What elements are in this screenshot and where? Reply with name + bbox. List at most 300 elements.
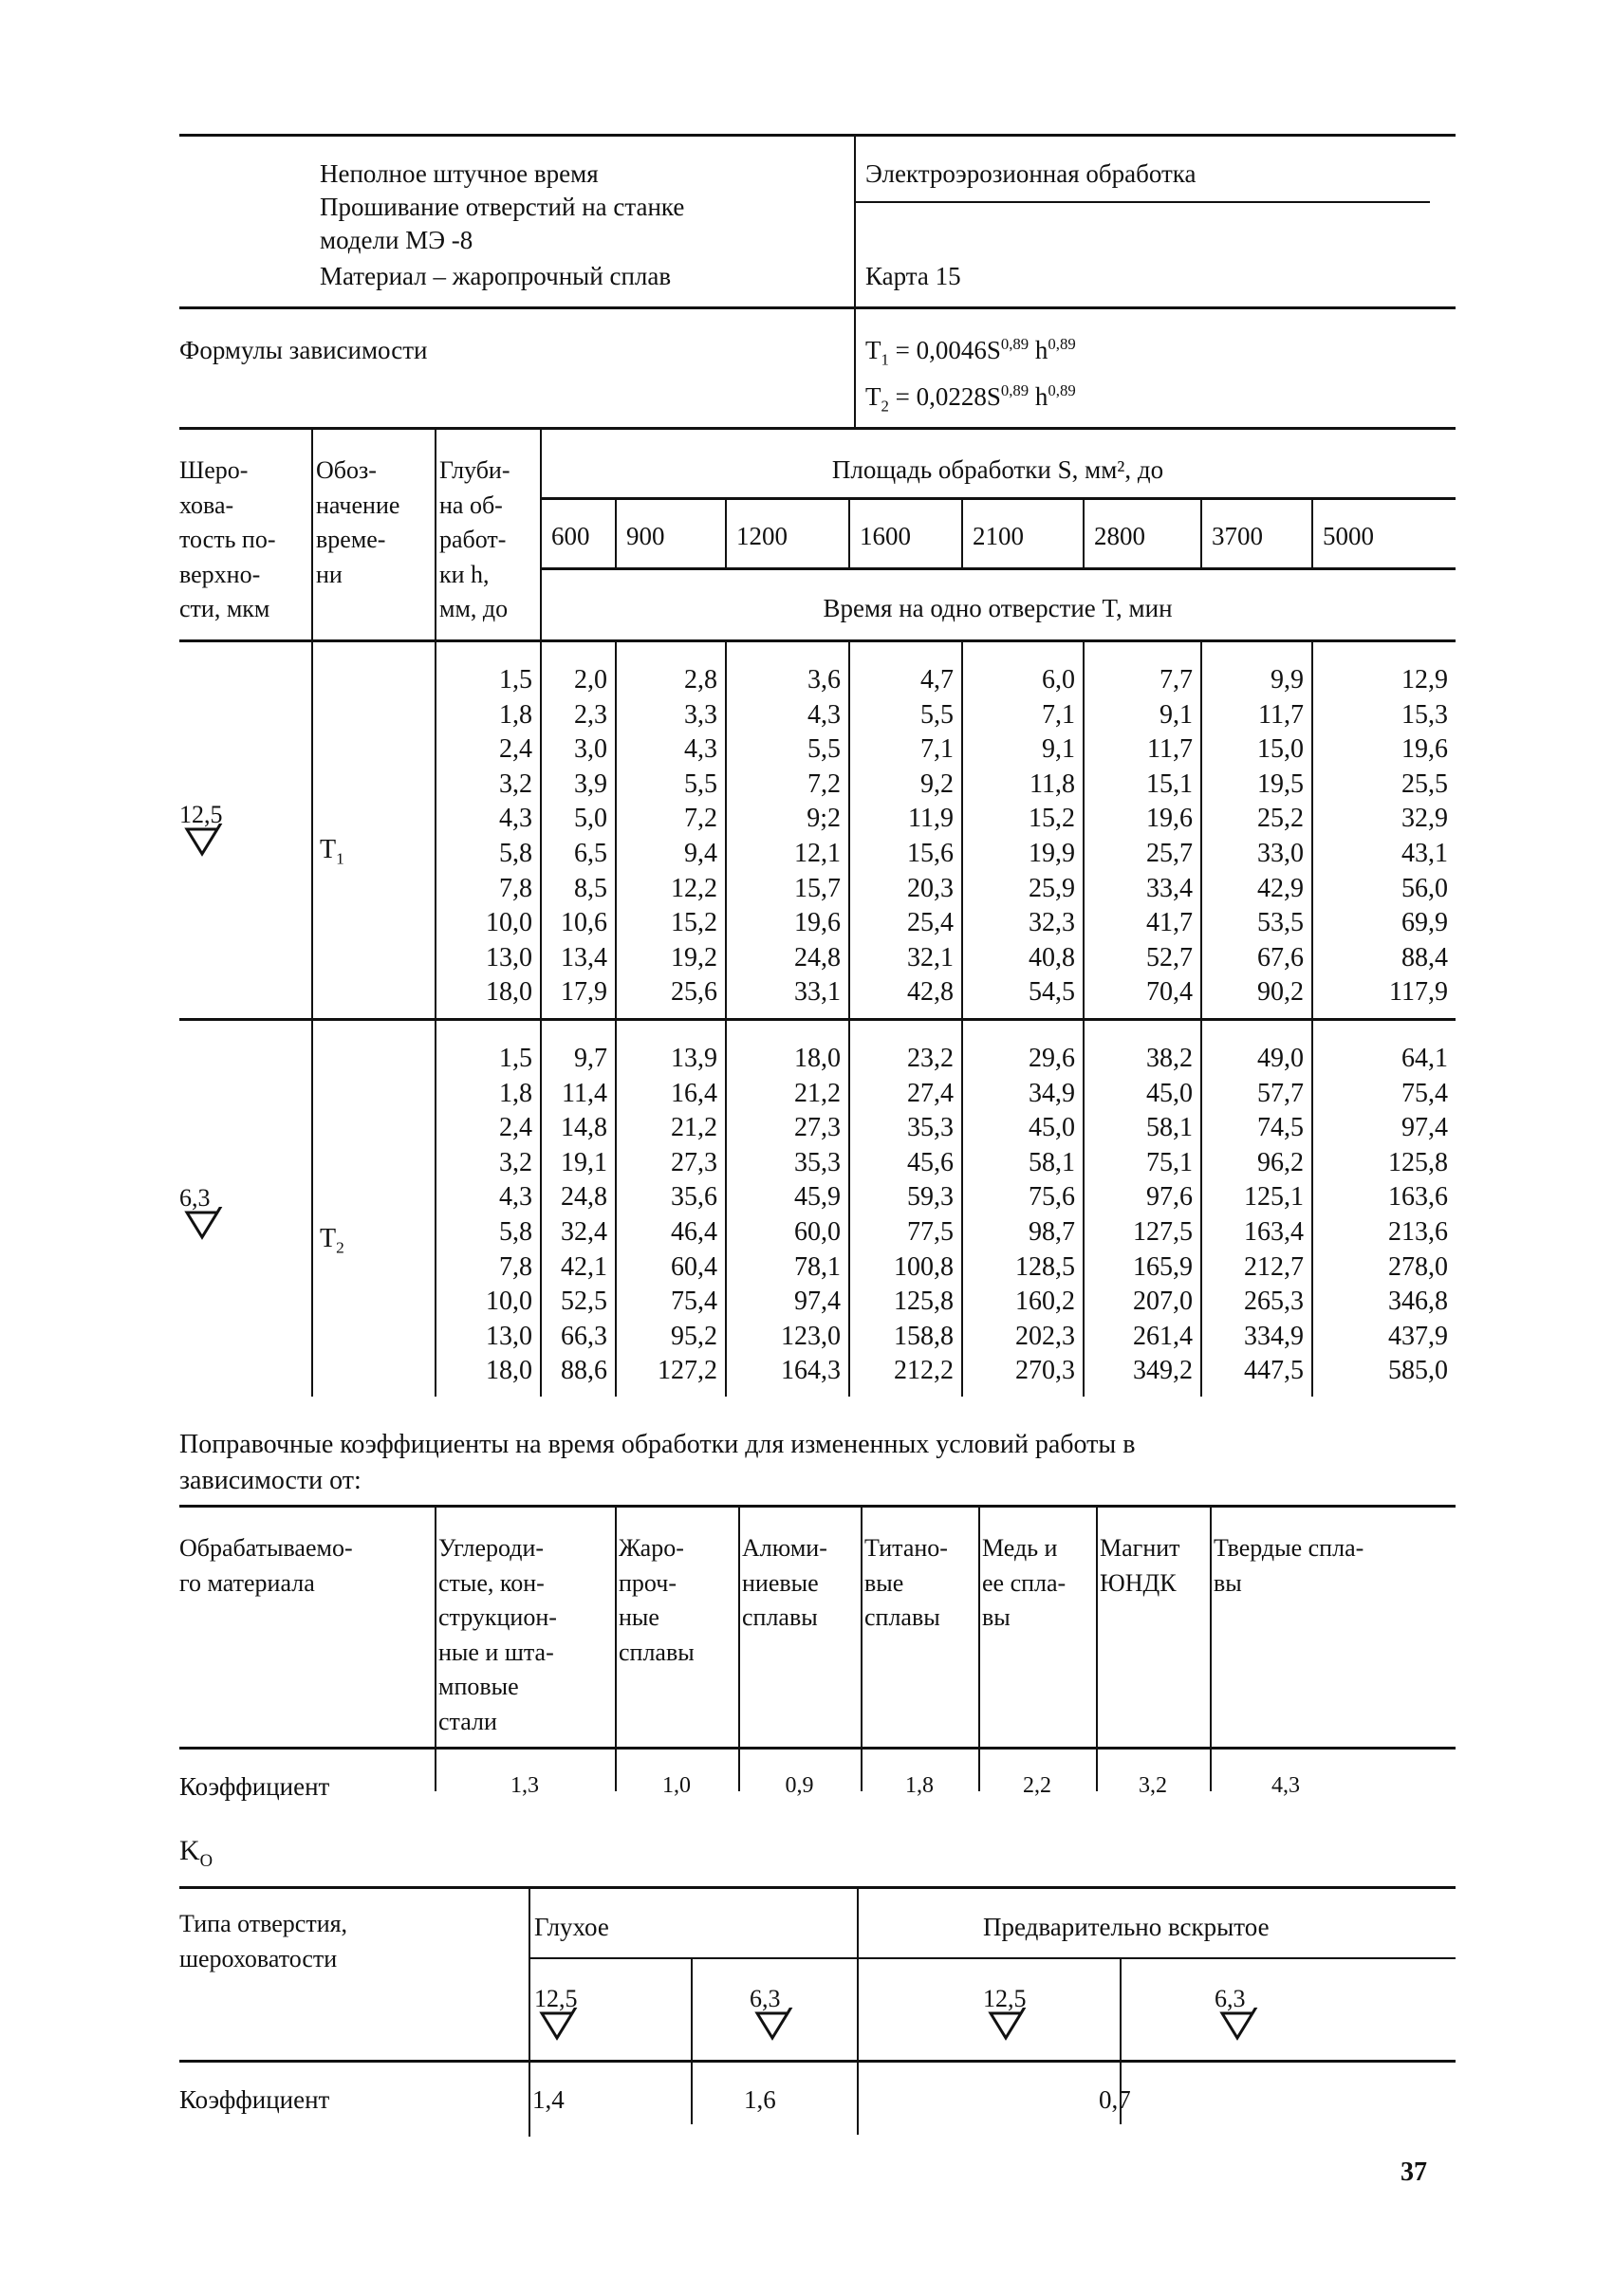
roughness-triangle-icon bbox=[179, 1207, 236, 1245]
time-cell: 3,0 bbox=[574, 734, 607, 765]
column-divider bbox=[854, 135, 856, 429]
time-cell: 11,9 bbox=[908, 804, 954, 834]
time-cell: 11,7 bbox=[1147, 734, 1193, 765]
time-cell: 25,2 bbox=[1257, 804, 1304, 834]
coefficient-symbol bbox=[179, 1835, 213, 1871]
time-cell: 278,0 bbox=[1388, 1251, 1448, 1282]
time-cell: 52,7 bbox=[1146, 942, 1193, 972]
formulas-label: Формулы зависимости bbox=[179, 336, 428, 364]
time-cell: 6,0 bbox=[1042, 665, 1075, 694]
time-cell: 56,0 bbox=[1401, 873, 1448, 903]
time-cell: 346,8 bbox=[1388, 1287, 1448, 1317]
time-cell: 75,1 bbox=[1146, 1147, 1193, 1177]
time-cell: 11,8 bbox=[1030, 768, 1075, 799]
coefficient-value: 1,4 bbox=[532, 2085, 565, 2114]
time-cell: 160,2 bbox=[1015, 1287, 1075, 1317]
area-size: 2100 bbox=[973, 522, 1024, 550]
time-cell: 437,9 bbox=[1388, 1321, 1448, 1351]
time-cell: 212,2 bbox=[894, 1356, 954, 1386]
coefficient-value: 1,6 bbox=[744, 2085, 776, 2114]
rule bbox=[179, 1747, 1456, 1750]
time-cell: 27,3 bbox=[794, 1113, 841, 1143]
time-cell: 3,9 bbox=[574, 768, 607, 799]
coefficient-value: 1,8 bbox=[905, 1773, 934, 1798]
depth-cell: 4,3 bbox=[499, 1182, 532, 1213]
time-cell: 23,2 bbox=[907, 1044, 954, 1073]
time-cell: 29,6 bbox=[1029, 1044, 1075, 1073]
rule bbox=[179, 1018, 1456, 1021]
designation-sub: 2 bbox=[336, 1238, 344, 1257]
time-cell: 4,7 bbox=[920, 665, 954, 694]
time-cell: 35,3 bbox=[907, 1113, 954, 1143]
time-cell: 15,3 bbox=[1401, 699, 1448, 730]
header-text: Твердые спла- bbox=[1214, 1534, 1364, 1562]
column-divider bbox=[857, 1888, 859, 2135]
header-text: работ- bbox=[439, 526, 507, 553]
area-size: 600 bbox=[551, 522, 590, 550]
header-text: ни bbox=[316, 560, 343, 588]
time-cell: 57,7 bbox=[1257, 1078, 1304, 1108]
rule bbox=[179, 306, 1456, 309]
time-cell: 15,7 bbox=[794, 873, 841, 903]
header-text: сплавы bbox=[742, 1603, 818, 1631]
depth-cell: 3,2 bbox=[499, 1147, 532, 1177]
designation-var: T bbox=[320, 1224, 337, 1253]
formula-var: T bbox=[865, 336, 881, 364]
time-cell: 447,5 bbox=[1244, 1356, 1304, 1386]
column-divider bbox=[848, 499, 850, 569]
correction-intro: Поправочные коэффициенты на время обработки для измененных условий работы в bbox=[179, 1430, 1136, 1459]
time-cell: 13,9 bbox=[671, 1044, 717, 1073]
time-cell: 45,0 bbox=[1146, 1078, 1193, 1108]
depth-cell: 1,8 bbox=[499, 1078, 532, 1108]
depth-cell: 1,8 bbox=[499, 699, 532, 730]
time-cell: 97,4 bbox=[1401, 1113, 1448, 1143]
header-text: ки h, bbox=[439, 560, 490, 588]
time-cell: 100,8 bbox=[894, 1251, 954, 1282]
coefficient-label: Коэффициент bbox=[179, 2085, 330, 2114]
time-cell: 66,3 bbox=[561, 1321, 607, 1351]
time-cell: 3,6 bbox=[807, 665, 841, 694]
formula-h: h bbox=[1029, 336, 1048, 364]
material-column-header bbox=[742, 1531, 827, 1636]
roughness-triangle-icon bbox=[750, 2008, 807, 2046]
header-line: Прошивание отверстий на станке bbox=[320, 193, 685, 221]
header-text: ЮНДК bbox=[1100, 1568, 1177, 1597]
time-cell: 11,4 bbox=[562, 1078, 607, 1108]
header-text: вы bbox=[1214, 1568, 1242, 1597]
time-cell: 59,3 bbox=[907, 1182, 954, 1213]
time-cell: 32,1 bbox=[907, 942, 954, 972]
time-cell: 40,8 bbox=[1029, 942, 1075, 972]
material-column-header bbox=[864, 1531, 948, 1636]
header-text: проч- bbox=[619, 1568, 677, 1597]
depth-cell: 3,2 bbox=[499, 768, 532, 799]
time-cell: 32,4 bbox=[561, 1217, 607, 1247]
time-cell: 19,6 bbox=[794, 908, 841, 938]
material-column-header bbox=[619, 1531, 695, 1670]
time-cell: 9;2 bbox=[807, 804, 841, 834]
time-cell: 67,6 bbox=[1257, 942, 1304, 972]
time-cell: 97,6 bbox=[1146, 1182, 1193, 1213]
header-text: хова- bbox=[179, 491, 234, 519]
time-cell: 163,4 bbox=[1244, 1217, 1304, 1247]
time-cell: 270,3 bbox=[1015, 1356, 1075, 1386]
roughness-value: 12,5 bbox=[179, 801, 223, 828]
time-cell: 96,2 bbox=[1257, 1147, 1304, 1177]
column-divider bbox=[1311, 499, 1313, 569]
depth-cell: 10,0 bbox=[486, 908, 532, 938]
header-text: ные и шта- bbox=[438, 1638, 554, 1666]
time-cell: 46,4 bbox=[671, 1217, 717, 1247]
area-size: 1600 bbox=[860, 522, 911, 550]
time-cell: 19,6 bbox=[1401, 734, 1448, 765]
time-cell: 77,5 bbox=[907, 1217, 954, 1247]
header-text: Медь и bbox=[982, 1534, 1058, 1562]
page-number: 37 bbox=[1401, 2157, 1427, 2187]
time-cell: 585,0 bbox=[1388, 1356, 1448, 1386]
header-text: Шеро- bbox=[179, 456, 249, 484]
header-text: начение bbox=[316, 491, 400, 519]
roughness-value: 12,5 bbox=[534, 1985, 578, 2012]
time-cell: 163,6 bbox=[1388, 1182, 1448, 1213]
formula-var: T bbox=[865, 382, 881, 411]
time-cell: 128,5 bbox=[1015, 1251, 1075, 1282]
column-divider bbox=[615, 499, 617, 569]
time-cell: 5,5 bbox=[684, 768, 717, 799]
time-cell: 32,9 bbox=[1401, 804, 1448, 834]
header-text: Углероди- bbox=[438, 1534, 545, 1562]
header-text: Алюми- bbox=[742, 1534, 827, 1562]
roughness-value: 6,3 bbox=[1215, 1985, 1246, 2012]
material-column-header bbox=[1100, 1531, 1180, 1601]
coef-var: K bbox=[179, 1835, 200, 1866]
time-cell: 21,2 bbox=[671, 1113, 717, 1143]
column-divider bbox=[961, 499, 963, 569]
formula-body: = 0,0046S bbox=[888, 336, 1001, 364]
coefficient-value: 2,2 bbox=[1023, 1773, 1051, 1798]
blind-hole-header: Глухое bbox=[534, 1913, 609, 1941]
rule bbox=[179, 134, 1456, 137]
depth-cell: 5,8 bbox=[499, 1217, 532, 1247]
formula-h: h bbox=[1029, 382, 1048, 411]
time-cell: 42,8 bbox=[907, 977, 954, 1008]
time-cell: 15,1 bbox=[1146, 768, 1193, 799]
depth-cell: 13,0 bbox=[486, 942, 532, 972]
rule bbox=[854, 201, 1430, 203]
coefficient-value: 1,3 bbox=[510, 1773, 539, 1798]
time-cell: 2,0 bbox=[574, 665, 607, 694]
header-text: верхно- bbox=[179, 560, 261, 588]
time-cell: 207,0 bbox=[1133, 1287, 1193, 1317]
time-cell: 15,2 bbox=[1029, 804, 1075, 834]
depth-header bbox=[439, 454, 510, 627]
time-cell: 35,3 bbox=[794, 1147, 841, 1177]
depth-cell: 7,8 bbox=[499, 873, 532, 903]
time-cell: 213,6 bbox=[1388, 1217, 1448, 1247]
coefficient-label: Коэффициент bbox=[179, 1772, 330, 1801]
time-cell: 7,1 bbox=[1042, 699, 1075, 730]
header-text: сплавы bbox=[619, 1638, 695, 1666]
header-text: Типа отверстия, bbox=[179, 1910, 348, 1937]
time-cell: 42,9 bbox=[1257, 873, 1304, 903]
time-cell: 98,7 bbox=[1029, 1217, 1075, 1247]
column-divider bbox=[725, 499, 727, 569]
time-cell: 42,1 bbox=[561, 1251, 607, 1282]
header-text: на об- bbox=[439, 491, 503, 519]
time-cell: 12,1 bbox=[794, 839, 841, 868]
time-cell: 25,6 bbox=[671, 977, 717, 1008]
time-cell: 265,3 bbox=[1244, 1287, 1304, 1317]
time-cell: 4,3 bbox=[807, 699, 841, 730]
time-cell: 25,7 bbox=[1146, 839, 1193, 868]
time-cell: 45,9 bbox=[794, 1182, 841, 1213]
formula-body: = 0,0228S bbox=[888, 382, 1001, 411]
header-text: Титано- bbox=[864, 1534, 948, 1562]
time-cell: 15,6 bbox=[907, 839, 954, 868]
correction-intro: зависимости от: bbox=[179, 1466, 362, 1495]
time-cell: 78,1 bbox=[794, 1251, 841, 1282]
header-text: време- bbox=[316, 526, 386, 553]
time-cell: 9,1 bbox=[1042, 734, 1075, 765]
header-text: стали bbox=[438, 1707, 497, 1735]
coefficient-value: 0,9 bbox=[785, 1773, 814, 1798]
roughness-triangle-icon bbox=[179, 824, 236, 861]
designation-t1 bbox=[320, 835, 344, 868]
depth-cell: 18,0 bbox=[486, 977, 532, 1008]
rule bbox=[179, 427, 1456, 430]
area-size: 2800 bbox=[1094, 522, 1145, 550]
time-cell: 69,9 bbox=[1401, 908, 1448, 938]
material-column-header bbox=[1214, 1531, 1364, 1601]
hole-type-header bbox=[179, 1907, 347, 1976]
time-cell: 15,0 bbox=[1257, 734, 1304, 765]
time-cell: 74,5 bbox=[1257, 1113, 1304, 1143]
coef-sub: O bbox=[199, 1851, 213, 1871]
card-number: Карта 15 bbox=[865, 262, 961, 290]
time-cell: 19,2 bbox=[671, 942, 717, 972]
area-size: 3700 bbox=[1212, 522, 1263, 550]
column-divider bbox=[529, 1888, 530, 2137]
time-cell: 88,6 bbox=[561, 1356, 607, 1386]
time-cell: 70,4 bbox=[1146, 977, 1193, 1008]
time-cell: 17,9 bbox=[561, 977, 607, 1008]
designation-sub: 1 bbox=[336, 849, 344, 868]
coefficient-value: 4,3 bbox=[1271, 1773, 1300, 1798]
time-cell: 15,2 bbox=[671, 908, 717, 938]
roughness-value: 6,3 bbox=[179, 1184, 211, 1212]
time-cell: 25,5 bbox=[1401, 768, 1448, 799]
header-text: Жаро- bbox=[619, 1534, 684, 1562]
roughness-value: 12,5 bbox=[983, 1985, 1027, 2012]
time-cell: 18,0 bbox=[794, 1044, 841, 1073]
time-cell: 95,2 bbox=[671, 1321, 717, 1351]
time-cell: 19,5 bbox=[1257, 768, 1304, 799]
time-cell: 19,6 bbox=[1146, 804, 1193, 834]
time-cell: 45,0 bbox=[1029, 1113, 1075, 1143]
time-cell: 10,6 bbox=[561, 908, 607, 938]
time-cell: 202,3 bbox=[1015, 1321, 1075, 1351]
formula-exp: 0,89 bbox=[1000, 381, 1030, 399]
depth-cell: 1,5 bbox=[499, 1044, 532, 1073]
column-divider bbox=[691, 1958, 693, 2124]
header-text: ные bbox=[619, 1603, 659, 1631]
time-cell: 261,4 bbox=[1133, 1321, 1193, 1351]
time-cell: 27,3 bbox=[671, 1147, 717, 1177]
time-cell: 97,4 bbox=[794, 1287, 841, 1317]
rule bbox=[179, 1886, 1456, 1889]
header-text: Магнит bbox=[1100, 1534, 1180, 1562]
time-cell: 212,7 bbox=[1244, 1251, 1304, 1282]
time-cell: 9,9 bbox=[1271, 665, 1304, 694]
time-cell: 88,4 bbox=[1401, 942, 1448, 972]
time-cell: 58,1 bbox=[1029, 1147, 1075, 1177]
time-cell: 2,8 bbox=[684, 665, 717, 694]
time-cell: 9,1 bbox=[1159, 699, 1193, 730]
time-cell: 9,7 bbox=[574, 1044, 607, 1073]
time-cell: 24,8 bbox=[794, 942, 841, 972]
formula-t1 bbox=[865, 335, 1076, 369]
rule bbox=[540, 497, 1456, 500]
coefficient-value: 3,2 bbox=[1139, 1773, 1167, 1798]
time-cell: 75,4 bbox=[1401, 1078, 1448, 1108]
formula-exp: 0,89 bbox=[1048, 381, 1076, 399]
rule bbox=[179, 1505, 1456, 1508]
time-cell: 117,9 bbox=[1389, 977, 1448, 1008]
roughness-triangle-icon bbox=[983, 2008, 1040, 2046]
header-text: вые bbox=[864, 1568, 904, 1597]
time-cell: 11,7 bbox=[1258, 699, 1304, 730]
header-text: тость по- bbox=[179, 526, 276, 553]
header-line: модели МЭ -8 bbox=[320, 226, 473, 254]
time-cell: 2,3 bbox=[574, 699, 607, 730]
time-cell: 90,2 bbox=[1257, 977, 1304, 1008]
formula-sub: 1 bbox=[881, 350, 889, 369]
time-cell: 14,8 bbox=[561, 1113, 607, 1143]
depth-cell: 1,5 bbox=[499, 665, 532, 694]
time-cell: 25,4 bbox=[907, 908, 954, 938]
depth-cell: 7,8 bbox=[499, 1251, 532, 1282]
material-column-header bbox=[982, 1531, 1066, 1636]
time-cell: 64,1 bbox=[1401, 1044, 1448, 1073]
header-text: Обоз- bbox=[316, 456, 377, 484]
time-cell: 165,9 bbox=[1133, 1251, 1193, 1282]
time-cell: 27,4 bbox=[907, 1078, 954, 1108]
time-cell: 20,3 bbox=[907, 873, 954, 903]
header-text: Глуби- bbox=[439, 456, 510, 484]
material-header bbox=[179, 1531, 353, 1601]
time-cell: 125,1 bbox=[1244, 1182, 1304, 1213]
designation-t2 bbox=[320, 1224, 344, 1257]
depth-cell: 4,3 bbox=[499, 804, 532, 834]
area-header: Площадь обработки S, мм², до bbox=[831, 455, 1164, 484]
time-cell: 7,2 bbox=[684, 804, 717, 834]
header-text: сти, мкм bbox=[179, 595, 270, 622]
header-text: вы bbox=[982, 1603, 1011, 1631]
time-cell: 45,6 bbox=[907, 1147, 954, 1177]
time-cell: 8,5 bbox=[574, 873, 607, 903]
time-cell: 9,2 bbox=[920, 768, 954, 799]
time-cell: 12,2 bbox=[671, 873, 717, 903]
column-divider bbox=[311, 429, 313, 1397]
time-cell: 16,4 bbox=[671, 1078, 717, 1108]
material-column-header bbox=[438, 1531, 557, 1739]
time-cell: 60,0 bbox=[794, 1217, 841, 1247]
time-cell: 9,4 bbox=[684, 839, 717, 868]
coefficient-value: 0,7 bbox=[1099, 2085, 1131, 2114]
time-cell: 7,2 bbox=[807, 768, 841, 799]
time-cell: 127,5 bbox=[1133, 1217, 1193, 1247]
time-cell: 5,0 bbox=[574, 804, 607, 834]
roughness-value: 6,3 bbox=[750, 1985, 781, 2012]
time-cell: 349,2 bbox=[1133, 1356, 1193, 1386]
rule bbox=[179, 639, 1456, 642]
time-cell: 127,2 bbox=[658, 1356, 717, 1386]
header-text: сплавы bbox=[864, 1603, 940, 1631]
area-size: 5000 bbox=[1323, 522, 1374, 550]
designation-var: T bbox=[320, 835, 337, 864]
formula-sub: 2 bbox=[881, 397, 889, 416]
time-cell: 49,0 bbox=[1257, 1044, 1304, 1073]
roughness-triangle-icon bbox=[534, 2008, 591, 2046]
time-cell: 53,5 bbox=[1257, 908, 1304, 938]
time-cell: 38,2 bbox=[1146, 1044, 1193, 1073]
time-cell: 41,7 bbox=[1146, 908, 1193, 938]
time-cell: 6,5 bbox=[574, 839, 607, 868]
depth-cell: 18,0 bbox=[486, 1356, 532, 1386]
time-cell: 158,8 bbox=[894, 1321, 954, 1351]
time-cell: 164,3 bbox=[781, 1356, 841, 1386]
header-text: Обрабатываемо- bbox=[179, 1534, 353, 1562]
time-cell: 34,9 bbox=[1029, 1078, 1075, 1108]
time-cell: 75,4 bbox=[671, 1287, 717, 1317]
formula-exp: 0,89 bbox=[1000, 335, 1030, 353]
formula-t2 bbox=[865, 381, 1076, 416]
time-cell: 4,3 bbox=[684, 734, 717, 765]
section-title: Электроэрозионная обработка bbox=[865, 159, 1197, 188]
rule bbox=[529, 1957, 1456, 1959]
time-cell: 19,9 bbox=[1029, 839, 1075, 868]
header-line: Материал – жаропрочный сплав bbox=[320, 262, 672, 290]
time-cell: 21,2 bbox=[794, 1078, 841, 1108]
header-text: мповые bbox=[438, 1673, 519, 1700]
time-cell: 33,4 bbox=[1146, 873, 1193, 903]
coefficient-value: 1,0 bbox=[662, 1773, 691, 1798]
time-cell: 43,1 bbox=[1401, 839, 1448, 868]
time-cell: 125,8 bbox=[894, 1287, 954, 1317]
depth-cell: 10,0 bbox=[486, 1287, 532, 1317]
time-cell: 125,8 bbox=[1388, 1147, 1448, 1177]
header-text: ниевые bbox=[742, 1568, 819, 1597]
time-cell: 54,5 bbox=[1029, 977, 1075, 1008]
formula-exp: 0,89 bbox=[1048, 335, 1076, 353]
time-cell: 7,7 bbox=[1159, 665, 1193, 694]
header-text: струкцион- bbox=[438, 1603, 557, 1631]
header-text: стые, кон- bbox=[438, 1568, 545, 1597]
time-cell: 19,1 bbox=[561, 1147, 607, 1177]
time-cell: 334,9 bbox=[1244, 1321, 1304, 1351]
time-cell: 13,4 bbox=[561, 942, 607, 972]
time-cell: 52,5 bbox=[561, 1287, 607, 1317]
time-cell: 3,3 bbox=[684, 699, 717, 730]
area-size: 1200 bbox=[736, 522, 788, 550]
area-size: 900 bbox=[626, 522, 665, 550]
column-divider bbox=[1200, 499, 1202, 569]
time-cell: 24,8 bbox=[561, 1182, 607, 1213]
column-divider bbox=[1083, 499, 1085, 569]
designation-header bbox=[316, 454, 399, 592]
time-cell: 32,3 bbox=[1029, 908, 1075, 938]
